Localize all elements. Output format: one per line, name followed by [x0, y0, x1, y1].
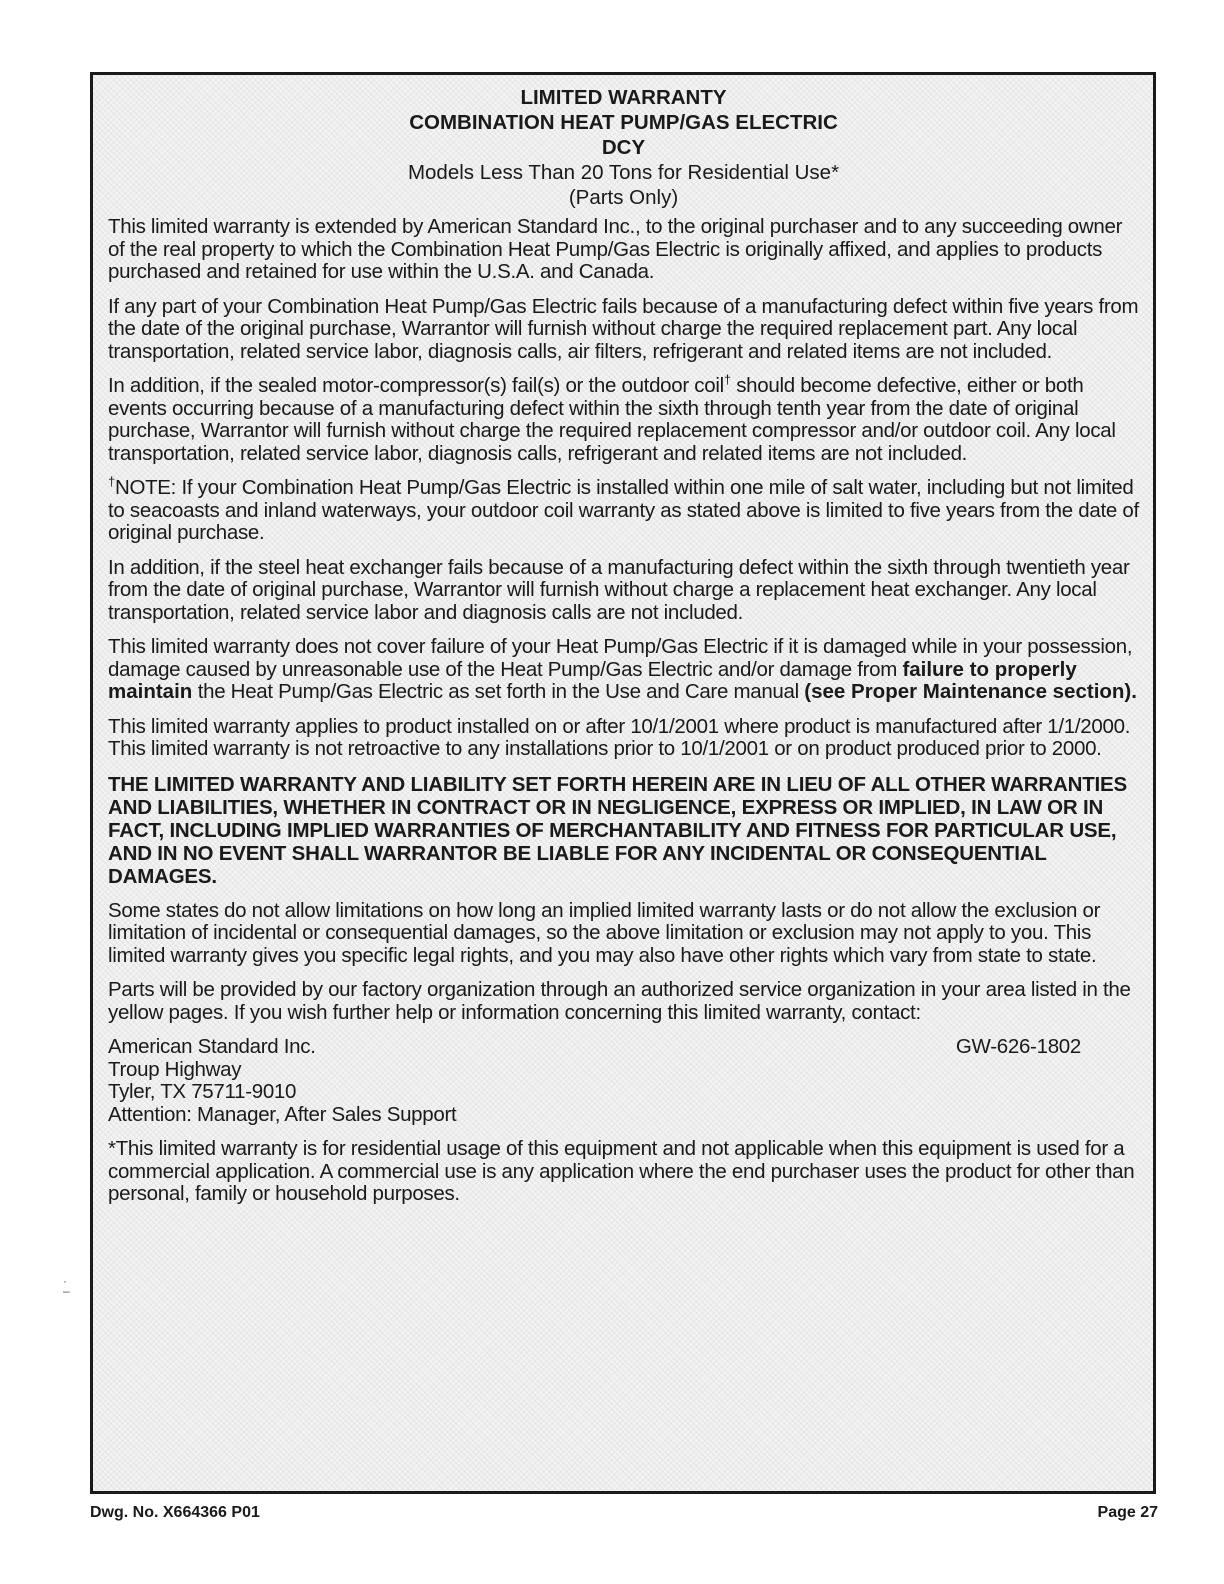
exclusions-part-b: the Heat Pump/Gas Electric as set forth in the Use and Care manual — [192, 680, 805, 703]
heat-exchanger-line-1: In addition, if the steel heat exchanger fails because of a manufacturing defect within the sixth through twentieth year — [108, 555, 1130, 579]
warranty-box — [90, 72, 1156, 1494]
title-line-2: COMBINATION HEAT PUMP/GAS ELECTRIC — [409, 111, 838, 134]
title-line-3: DCY — [601, 136, 646, 159]
note-text: NOTE: If your Combination Heat Pump/Gas Electric is installed within one mile of salt water, including but not limited to seacoasts and inland waterways, your outdoor coil warranty as stated above is limited to five years from the date of original purchase. — [108, 476, 1139, 544]
address-attention: Attention: Manager, After Sales Support — [108, 1102, 457, 1126]
paragraph-residential-footnote: *This limited warranty is for residential usage of this equipment and not applicable when this equipment is used for a commercial application. A commercial use is any application where the end purchaser uses the product for other than personal, family or household purposes. — [108, 1137, 1135, 1205]
subtitle-line-1: Models Less Than 20 Tons for Residential Use* — [407, 161, 840, 184]
paragraph-compressor-part-a: In addition, if the sealed motor-compressor(s) fail(s) or the outdoor coil — [108, 374, 724, 397]
address-first-row — [108, 1036, 1139, 1059]
page-number: Page 27 — [1097, 1504, 1158, 1521]
paragraph-disclaimer: THE LIMITED WARRANTY AND LIABILITY SET FORTH HEREIN ARE IN LIEU OF ALL OTHER WARRANTIES AND LIABILITIES, WHETHER IN CONTRACT OR IN NEGLIGENCE, EXPRESS OR IMPLIED, IN LAW OR IN FACT, INCLUDING IMPLIED WARRANTIES OF MERCHANTABILITY AND FITNESS FOR PARTICULAR USE, AND IN NO EVENT SHALL WARRANTOR BE LIABLE FOR ANY INCIDENTAL OR CONSEQUENTIAL DAMAGES. — [108, 772, 1127, 888]
form-number: GW-626-1802 — [955, 1035, 1081, 1058]
paragraph-contact: Parts will be provided by our factory organization through an authorized service organization in your area listed in the yellow pages. If you wish further help or information concerning this limited warranty, contact: — [108, 978, 1131, 1024]
paragraph-exclusions — [108, 636, 1139, 704]
heat-exchanger-line-2: from the date of original purchase, Warrantor will furnish without charge a replacement heat exchanger. Any local transportation, related service labor and diagnosis calls are not included. — [108, 578, 1097, 624]
paragraph-state-rights: Some states do not allow limitations on how long an implied limited warranty lasts or do not allow the exclusion or limitation of incidental or consequential damages, so the above limitation or exclusion may not apply to you. This limited warranty gives you specific legal rights, and you may also have other rights which vary from state to state. — [108, 898, 1101, 967]
paragraph-compressor-part-b: should become defective, either or both events occurring because of a manufacturing defect within the sixth through tenth year from the date of original purchase, Warrantor will furnish without charge the required replacement compressor and/or outdoor coil. Any local transportation, related service labor, diagnosis calls, refrigerant and related items are not included. — [108, 374, 1116, 465]
title-line-1: LIMITED WARRANTY — [520, 86, 727, 109]
exclusions-bold-maintenance-section: (see Proper Maintenance section). — [804, 680, 1137, 703]
subtitle-line-2: (Parts Only) — [568, 186, 679, 209]
dagger-mark: † — [723, 372, 731, 388]
margin-tick-decoration: · – — [63, 1274, 70, 1298]
address-company: American Standard Inc. — [108, 1035, 316, 1058]
exclusions-part-a: This limited warranty does not cover failure of your Heat Pump/Gas Electric if it is damaged while in your possession, damage caused by unreasonable use of the Heat Pump/Gas Electric and/or damage from — [108, 635, 1133, 681]
paragraph-note — [108, 474, 1139, 545]
address-city: Tyler, TX 75711-9010 — [108, 1080, 297, 1103]
address-block — [108, 1036, 1139, 1126]
address-street: Troup Highway — [108, 1057, 242, 1081]
exclusions-bold-maintain: failure to properly maintain — [108, 657, 1077, 703]
paragraph-dates: This limited warranty applies to product installed on or after 10/1/2001 where product is manufactured after 1/1/2000. This limited warranty is not retroactive to any installations prior to 10/1/2001 or on product produced prior to 2000. — [108, 714, 1131, 760]
paragraph-heat-exchanger — [108, 557, 1139, 625]
note-dagger-mark: † — [108, 474, 115, 490]
paragraph-parts: If any part of your Combination Heat Pump/Gas Electric fails because of a manufacturing defect within five years from the date of the original purchase, Warrantor will furnish without charge the required replacement part. Any local transportation, related service labor, diagnosis calls, air filters, refrigerant and related items are not included. — [108, 294, 1139, 363]
paragraph-compressor — [108, 372, 1139, 465]
paragraph-coverage: This limited warranty is extended by American Standard Inc., to the original purchaser and to any succeeding owner of the real property to which the Combination Heat Pump/Gas Electric is originally affixed, and applies to products purchased and retained for use within the U.S.A. and Canada. — [108, 215, 1123, 283]
drawing-number: Dwg. No. X664366 P01 — [90, 1504, 260, 1521]
